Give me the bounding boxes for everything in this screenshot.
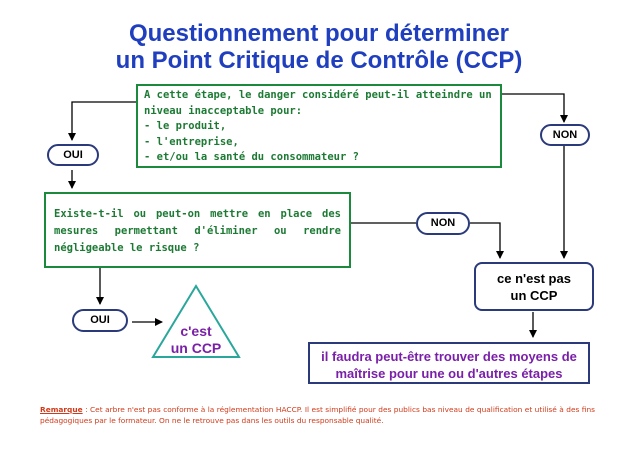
- remark-text: : Cet arbre n'est pas conforme à la réglementation HACCP. Il est simplifié pour des publics bas niveau de qualification et utilisé à des fins pédagogiques par le formateur. On ne le retrouve pas dans les outils du responsable qualité.: [40, 405, 595, 425]
- answer-oui-2: OUI: [72, 309, 128, 332]
- connector-q1-oui: [72, 102, 142, 140]
- is-ccp-line-1: c'est: [180, 323, 212, 339]
- connector-non2-notccp: [470, 223, 500, 258]
- not-ccp-line-2: un CCP: [510, 287, 558, 303]
- is-ccp-line-2: un CCP: [170, 340, 222, 356]
- advice-line-2: maîtrise pour une ou d'autres étapes: [335, 366, 563, 381]
- question-2-line-2: mesures permettant d'éliminer ou rendre: [54, 225, 341, 237]
- answer-oui-1: OUI: [47, 144, 99, 166]
- is-ccp-label: [156, 323, 236, 357]
- question-1-box: [136, 84, 502, 168]
- remark-note: [40, 404, 595, 426]
- question-2-line-1: Existe-t-il ou peut-on mettre en place des: [54, 208, 341, 220]
- question-1-line-5: - et/ou la santé du consommateur ?: [144, 151, 359, 163]
- question-1-line-2: niveau inacceptable pour:: [144, 104, 303, 117]
- question-1-line-3: - le produit,: [144, 120, 227, 132]
- question-2-line-3: négligeable le risque ?: [54, 242, 200, 254]
- question-2-box: [44, 192, 351, 268]
- answer-non-1: NON: [540, 124, 590, 146]
- title-line-1: Questionnement pour déterminer: [128, 20, 510, 47]
- title-line-2: un Point Critique de Contrôle (CCP): [115, 47, 523, 74]
- answer-non-2: NON: [416, 212, 470, 235]
- advice-line-1: il faudra peut-être trouver des moyens de: [321, 349, 577, 364]
- not-ccp-line-1: ce n'est pas: [497, 270, 571, 286]
- connector-q1-non: [502, 94, 564, 122]
- question-1-line-1: A cette étape, le danger considéré peut-il atteindre un: [144, 89, 492, 101]
- advice-box: [308, 342, 590, 384]
- remark-label: Remarque: [40, 405, 83, 414]
- not-ccp-box: [474, 262, 594, 311]
- question-1-line-4: - l'entreprise,: [144, 135, 239, 148]
